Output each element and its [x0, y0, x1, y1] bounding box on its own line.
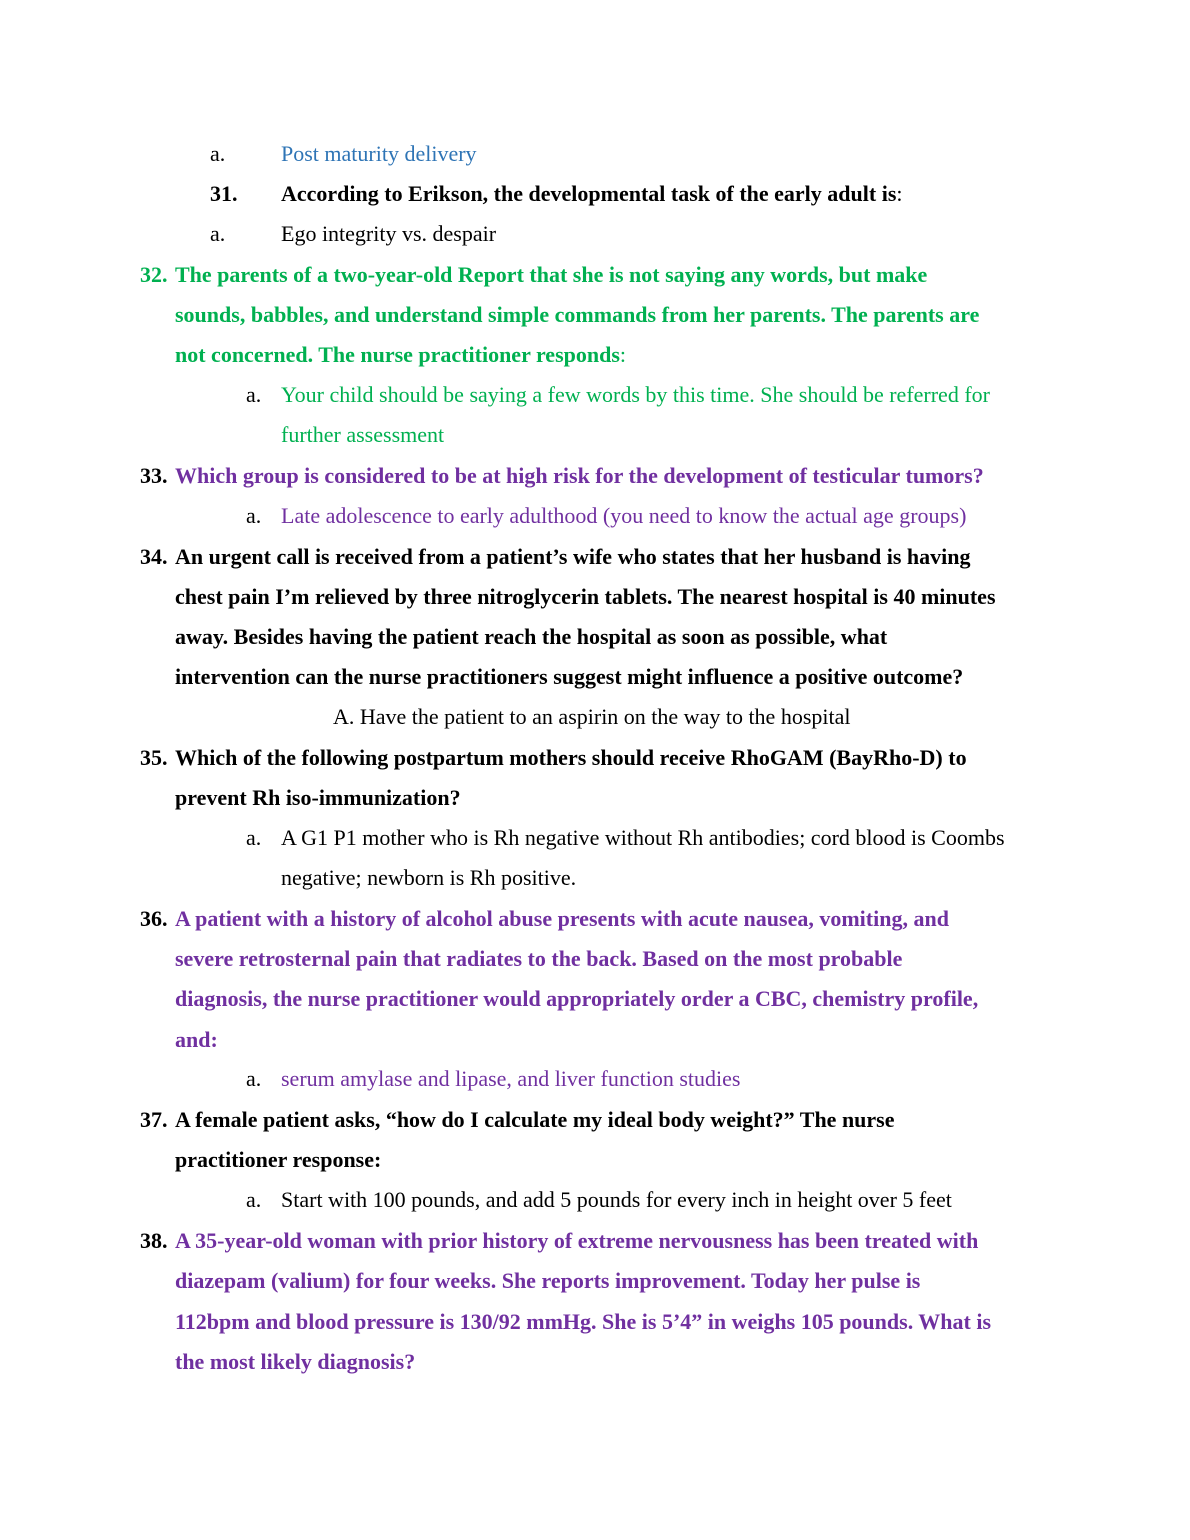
q31-answer: Ego integrity vs. despair	[281, 221, 497, 246]
q30-answer: Post maturity delivery	[281, 141, 477, 166]
q38-number: 38.	[140, 1228, 168, 1253]
q36-answer-marker: a.	[246, 1066, 262, 1091]
q32-question-line: sounds, babbles, and understand simple commands from her parents. The parents are	[175, 302, 980, 327]
q36-answer: serum amylase and lipase, and liver function studies	[281, 1066, 741, 1091]
q31-number: 31.	[210, 181, 238, 206]
q33-number: 33.	[140, 463, 168, 488]
q38-question-line: diazepam (valium) for four weeks. She reports improvement. Today her pulse is	[175, 1268, 921, 1293]
q38-question-line: 112bpm and blood pressure is 130/92 mmHg. She is 5’4” in weighs 105 pounds. What is	[175, 1309, 992, 1334]
q32-number: 32.	[140, 262, 168, 287]
q34-question-line: chest pain I’m relieved by three nitroglycerin tablets. The nearest hospital is 40 minutes	[175, 584, 996, 609]
q31-question-row	[281, 181, 903, 207]
q31-colon: :	[896, 181, 903, 206]
q36-question-line: severe retrosternal pain that radiates to the back. Based on the most probable	[175, 946, 903, 971]
q32-question-line: not concerned. The nurse practitioner responds	[175, 342, 620, 367]
q34-question-line: away. Besides having the patient reach the hospital as soon as possible, what	[175, 624, 888, 649]
q32-answer-line: further assessment	[281, 422, 445, 447]
q32-question-last-row	[175, 342, 626, 368]
q37-answer-marker: a.	[246, 1187, 262, 1212]
q36-question-line: diagnosis, the nurse practitioner would appropriately order a CBC, chemistry profile,	[175, 986, 979, 1011]
q36-question-line: and:	[175, 1027, 218, 1052]
q32-colon: :	[619, 342, 627, 367]
q31-answer-marker: a.	[210, 221, 226, 246]
q37-question-line: practitioner response:	[175, 1147, 382, 1172]
q34-answer: A. Have the patient to an aspirin on the way to the hospital	[333, 704, 851, 729]
q37-number: 37.	[140, 1107, 168, 1132]
q35-question-line: prevent Rh iso-immunization?	[175, 785, 461, 810]
q35-answer-line: A G1 P1 mother who is Rh negative without Rh antibodies; cord blood is Coombs	[281, 825, 1005, 850]
q33-question: Which group is considered to be at high risk for the development of testicular tumors?	[175, 463, 984, 488]
q33-answer-marker: a.	[246, 503, 262, 528]
q31-question: According to Erikson, the developmental task of the early adult is	[281, 181, 897, 206]
q36-question-line: A patient with a history of alcohol abuse presents with acute nausea, vomiting, and	[175, 906, 949, 931]
q35-number: 35.	[140, 745, 168, 770]
q37-question-line: A female patient asks, “how do I calculate my ideal body weight?” The nurse	[175, 1107, 895, 1132]
q32-answer-line: Your child should be saying a few words by this time. She should be referred for	[281, 382, 990, 407]
q36-number: 36.	[140, 906, 168, 931]
q30-answer-marker: a.	[210, 141, 226, 166]
q34-number: 34.	[140, 544, 168, 569]
q38-question-line: the most likely diagnosis?	[175, 1349, 416, 1374]
q37-answer: Start with 100 pounds, and add 5 pounds for every inch in height over 5 feet	[281, 1187, 952, 1212]
q35-question-line: Which of the following postpartum mothers should receive RhoGAM (BayRho-D) to	[175, 745, 967, 770]
q38-question-line: A 35-year-old woman with prior history of extreme nervousness has been treated with	[175, 1228, 979, 1253]
q33-answer: Late adolescence to early adulthood (you need to know the actual age groups)	[281, 503, 967, 528]
q32-question-line: The parents of a two-year-old Report that she is not saying any words, but make	[175, 262, 928, 287]
q34-question-line: intervention can the nurse practitioners suggest might influence a positive outcome?	[175, 664, 964, 689]
q35-answer-line: negative; newborn is Rh positive.	[281, 865, 577, 890]
q34-question-line: An urgent call is received from a patient’s wife who states that her husband is having	[175, 544, 971, 569]
q35-answer-marker: a.	[246, 825, 262, 850]
q32-answer-marker: a.	[246, 382, 262, 407]
